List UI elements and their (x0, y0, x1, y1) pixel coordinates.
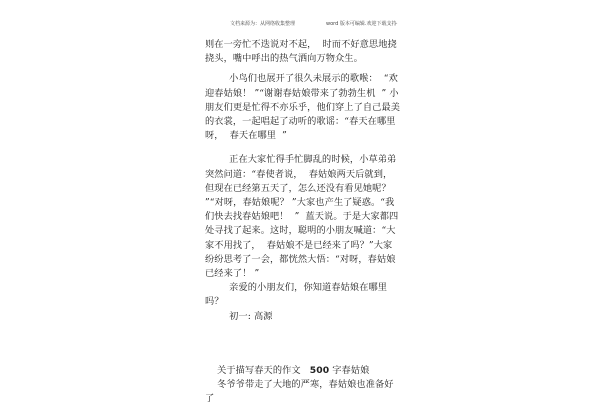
paragraph-search: 正在大家忙得手忙脚乱的时候，小草弟弟突然问道：“春使者说， 春姑娘两天后就到， 但现在已经第五天了，怎么还没有看见她呢？ ”“对呀，春姑娘呢？ ”大家也产生了疑惑。“我们快去找春姑娘吧！ ” 蓝天说。于是大家都四处寻找了起来。这时，聪明的小朋友喊道：“大家不用找了， 春姑娘不是已经来了吗？”大家纷纷思考了一会，都恍然大悟：“对呀，春姑娘已经来了！ ” (205, 154, 399, 280)
document-body (205, 38, 401, 406)
section-title (205, 364, 401, 378)
section-title-number: 500 (309, 364, 330, 376)
header-source-note: 文档来源为：从网络收集整理 (230, 21, 296, 27)
header-edit-note: word 版本可编辑.欢迎下载支持 (326, 21, 397, 27)
section-title-suffix: 字春姑娘 (332, 364, 370, 376)
paragraph-birds: 小鸟们也展开了很久未展示的歌喉： “欢迎春姑娘！ ”“谢谢春姑娘带来了勃勃生机 ” 小朋友们更是忙得不亦乐乎，他们穿上了自己最美的衣裳，一起唱起了动听的歌谣：“春天在哪里呀， 春天在哪里 ” (205, 73, 401, 142)
paragraph-question: 亲爱的小朋友们，你知道春姑娘在哪里吗？ (205, 282, 388, 308)
spacer (205, 143, 401, 153)
spacer (205, 324, 401, 364)
paragraph-author: 初一: 高源 (205, 310, 273, 322)
section-title-prefix: 关于描写春天的作文 (205, 364, 301, 376)
paragraph-intro: 则在一旁忙不迭说对不起， 时而不好意思地挠挠头，嘴中呼出的热气洒向万物众生。 (205, 39, 397, 65)
page-header (0, 17, 600, 29)
paragraph-winter: 冬爷爷带走了大地的严寒，春姑娘也准备好了 (205, 379, 394, 405)
header-dot: . (396, 20, 398, 26)
